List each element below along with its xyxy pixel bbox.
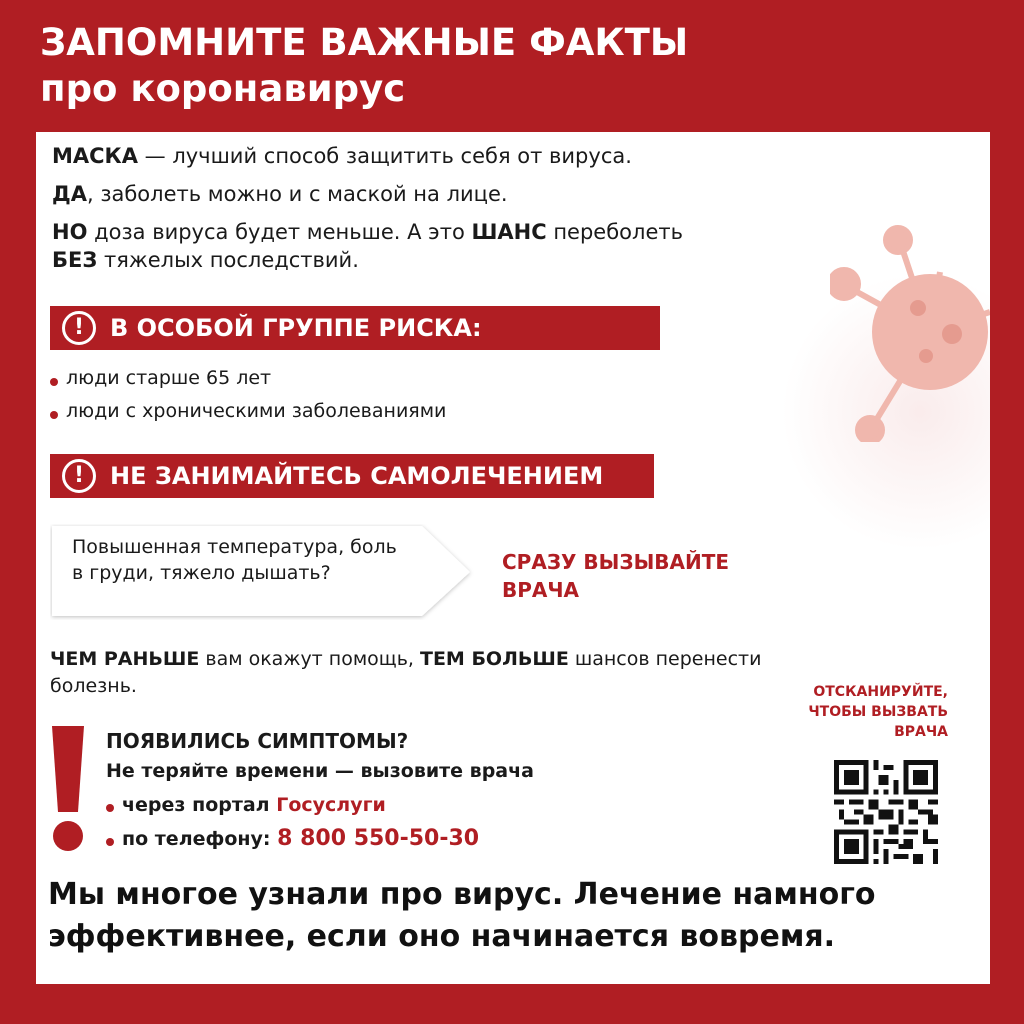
scan-caption [748,682,948,742]
intro-line-without [52,246,683,274]
call-doctor-now [502,548,729,604]
but-bold: НО [52,220,88,244]
risk-item-label: люди с хроническими заболеваниями [66,400,447,422]
chance-text: переболеть [546,220,683,244]
scan-line-3: ВРАЧА [894,724,948,740]
risk-banner-label: В ОСОБОЙ ГРУППЕ РИСКА: [110,314,482,342]
exclamation-circle-icon: ! [62,459,96,493]
virus-icon [830,222,990,442]
bullet-dot-icon [106,838,114,846]
title-line-2: про коронавирус [40,67,406,110]
mask-bold: МАСКА [52,144,138,168]
risk-list [50,362,446,428]
selftreat-banner-label: НЕ ЗАНИМАЙТЕСЬ САМОЛЕЧЕНИЕМ [110,462,604,490]
bullet-dot-icon [50,378,58,386]
symptoms-block [106,726,534,854]
scan-line-1: ОТСКАНИРУЙТЕ, [813,684,948,700]
scan-line-2: ЧТОБЫ ВЫЗВАТЬ [808,704,948,720]
chance-bold: ШАНС [471,220,547,244]
risk-banner [50,306,660,350]
intro-line-but [52,218,683,246]
symptoms-subheading: Не теряйте времени — вызовите врача [106,760,534,782]
gosuslugi-link[interactable]: Госуслуги [276,794,386,816]
earlier-bold: ЧЕМ РАНЬШЕ [50,648,200,670]
intro-text [52,142,683,274]
title-line-1: ЗАПОМНИТЕ ВАЖНЫЕ ФАКТЫ [40,21,689,64]
without-text: тяжелых последствий. [97,248,359,272]
phone-prefix: по телефону: [122,828,271,850]
symptom-question-box [50,524,474,620]
footer-text [48,874,968,958]
portal-prefix: через портал [122,794,270,816]
earlier-text [50,646,770,700]
without-bold: БЕЗ [52,248,98,272]
symptoms-heading: ПОЯВИЛИСЬ СИМПТОМЫ? [106,729,409,753]
bullet-dot-icon [50,411,58,419]
phone-number[interactable]: 8 800 550-50-30 [277,826,480,851]
more-bold: ТЕМ БОЛЬШЕ [419,648,569,670]
exclamation-circle-icon: ! [62,311,96,345]
qr-code-icon[interactable] [834,760,938,864]
earlier-mid: вам окажут помощь, [199,648,420,670]
earlier-rest: шансов перенести болезнь. [50,648,762,697]
list-item [50,395,446,428]
yes-bold: ДА [52,182,87,206]
list-item [50,362,446,395]
bullet-dot-icon [106,804,114,812]
page-title [40,20,688,112]
selftreat-banner [50,454,654,498]
mask-text: — лучший способ защитить себя от вируса. [137,144,632,168]
content-card [36,132,990,984]
portal-row [106,790,534,820]
symptom-question: Повышенная температура, боль в груди, тяжело дышать? [72,536,397,584]
call-line-1: СРАЗУ ВЫЗЫВАЙТЕ [502,550,730,574]
yes-text: , заболеть можно и с маской на лице. [86,182,508,206]
phone-row [106,824,534,854]
big-exclamation-icon [48,726,88,852]
call-line-2: ВРАЧА [502,578,580,602]
footer-line-1: Мы многое узнали про вирус. Лечение намного [48,877,876,912]
intro-line-mask [52,142,683,170]
risk-item-label: люди старше 65 лет [66,367,272,389]
footer-line-2: эффективнее, если оно начинается вовремя. [48,919,836,954]
but-text: доза вируса будет меньше. А это [87,220,472,244]
intro-line-yes [52,180,683,208]
